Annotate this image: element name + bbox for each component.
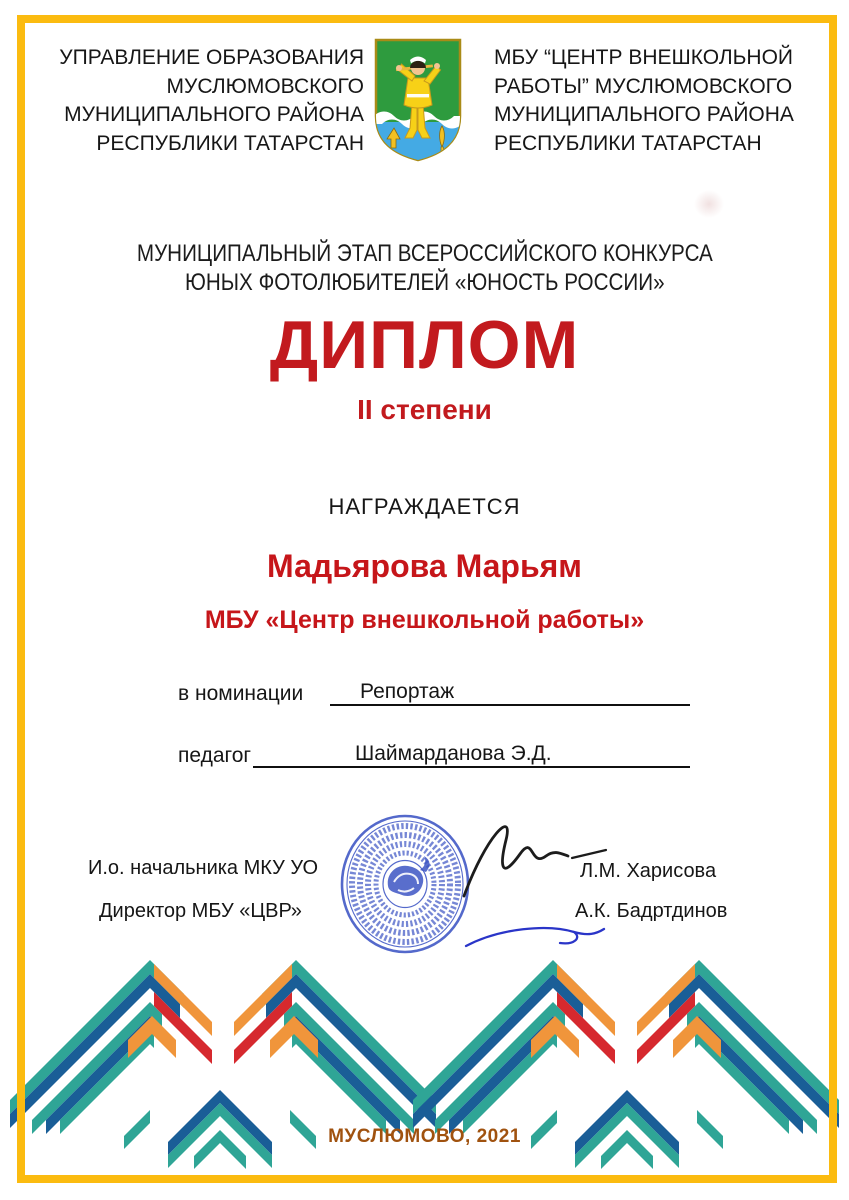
org-left-line: РЕСПУБЛИКИ ТАТАРСТАН: [96, 131, 364, 155]
org-right-line: РАБОТЫ” МУСЛЮМОВСКОГО: [494, 74, 793, 98]
org-left-line: МУСЛЮМОВСКОГО: [166, 74, 364, 98]
coat-of-arms-icon: [372, 36, 464, 164]
recipient-organization: МБУ «Центр внешкольной работы»: [204, 606, 645, 634]
issuing-org-left: [52, 44, 364, 158]
org-right-line: МУНИЦИПАЛЬНОГО РАЙОНА: [494, 103, 794, 126]
org-left-line: МУНИЦИПАЛЬНОГО РАЙОНА: [64, 103, 364, 126]
issuing-org-right: [494, 44, 794, 158]
org-right-line: МБУ “ЦЕНТР ВНЕШКОЛЬНОЙ: [494, 46, 794, 69]
signatory-position-1: И.о. начальника МКУ УО: [88, 857, 319, 879]
contest-title-text: ЮНЫХ ФОТОЛЮБИТЕЛЕЙ «ЮНОСТЬ РОССИИ»: [184, 269, 665, 296]
nomination-label: в номинации: [178, 682, 304, 705]
contest-title-text: МУНИЦИПАЛЬНЫЙ ЭТАП ВСЕРОССИЙСКОГО КОНКУРСА: [136, 240, 713, 267]
awarded-label: НАГРАЖДАЕТСЯ: [328, 494, 521, 519]
contest-title-line1: [0, 240, 849, 268]
signature-ink-harisova: [448, 806, 613, 910]
nomination-field: [330, 680, 690, 706]
nomination-value: Репортаж: [360, 680, 455, 703]
org-right-line: РЕСПУБЛИКИ ТАТАРСТАН: [494, 131, 762, 155]
contest-title-line2: [0, 269, 849, 297]
teacher-value: Шаймарданова Э.Д.: [355, 742, 552, 765]
org-left-line: УПРАВЛЕНИЕ ОБРАЗОВАНИЯ: [59, 46, 364, 69]
faint-stamp-smudge: [694, 190, 724, 218]
diploma-title: ДИПЛОМ: [269, 307, 580, 383]
signatory-name-1: Л.М. Харисова: [580, 860, 717, 882]
signatory-position-2: Директор МБУ «ЦВР»: [99, 900, 302, 922]
teacher-field: [253, 742, 690, 768]
footer-location-year: МУСЛЮМОВО, 2021: [328, 1126, 521, 1147]
signatory-name-2: А.К. Бадртдинов: [575, 900, 728, 922]
teacher-label: педагог: [178, 744, 252, 767]
diploma-degree: II степени: [357, 394, 492, 425]
recipient-name: Мадьярова Марьям: [267, 548, 582, 584]
